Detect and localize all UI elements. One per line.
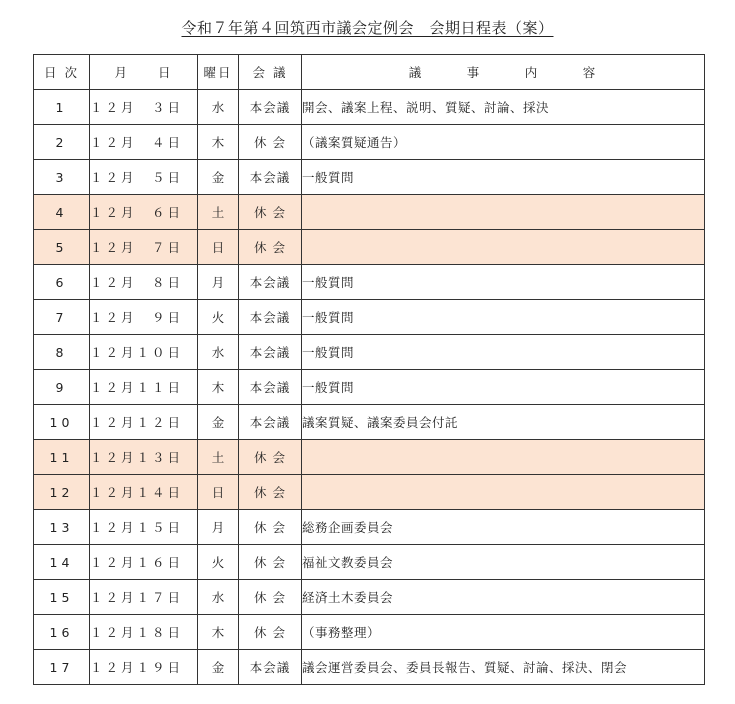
cell-session: 休 会 [239, 510, 302, 545]
cell-date: １２月 ６日 [90, 195, 198, 230]
cell-weekday: 金 [198, 405, 239, 440]
cell-session: 本会議 [239, 405, 302, 440]
cell-weekday: 木 [198, 125, 239, 160]
cell-content: （議案質疑通告） [302, 125, 705, 160]
cell-content: 一般質問 [302, 370, 705, 405]
cell-session: 本会議 [239, 335, 302, 370]
table-row [34, 230, 705, 265]
cell-day: 7 [34, 300, 90, 335]
cell-day: 11 [34, 440, 90, 475]
cell-day: 14 [34, 545, 90, 580]
header-row [34, 55, 705, 90]
cell-session: 休 会 [239, 475, 302, 510]
table-row [34, 475, 705, 510]
cell-weekday: 水 [198, 335, 239, 370]
table-row [34, 300, 705, 335]
header-session: 会 議 [239, 55, 302, 90]
cell-day: 15 [34, 580, 90, 615]
cell-day: 10 [34, 405, 90, 440]
cell-date: １２月１４日 [90, 475, 198, 510]
cell-day: 13 [34, 510, 90, 545]
page-title [0, 18, 735, 38]
session-schedule-table [33, 54, 705, 685]
cell-date: １２月１３日 [90, 440, 198, 475]
cell-session: 本会議 [239, 265, 302, 300]
cell-date: １２月１８日 [90, 615, 198, 650]
cell-weekday: 木 [198, 615, 239, 650]
cell-weekday: 木 [198, 370, 239, 405]
cell-date: １２月１５日 [90, 510, 198, 545]
header-day: 日 次 [34, 55, 90, 90]
cell-content [302, 475, 705, 510]
cell-day: 4 [34, 195, 90, 230]
table-row [34, 195, 705, 230]
cell-session: 本会議 [239, 650, 302, 685]
cell-day: 3 [34, 160, 90, 195]
cell-weekday: 土 [198, 440, 239, 475]
cell-weekday: 土 [198, 195, 239, 230]
cell-date: １２月 ８日 [90, 265, 198, 300]
cell-content: 一般質問 [302, 300, 705, 335]
cell-weekday: 月 [198, 510, 239, 545]
cell-date: １２月 ９日 [90, 300, 198, 335]
cell-content [302, 230, 705, 265]
cell-date: １２月１２日 [90, 405, 198, 440]
table-body [34, 90, 705, 685]
cell-session: 休 会 [239, 545, 302, 580]
cell-content [302, 195, 705, 230]
cell-date: １２月１６日 [90, 545, 198, 580]
cell-weekday: 金 [198, 650, 239, 685]
cell-day: 16 [34, 615, 90, 650]
cell-weekday: 水 [198, 90, 239, 125]
cell-session: 休 会 [239, 125, 302, 160]
cell-weekday: 日 [198, 475, 239, 510]
cell-weekday: 水 [198, 580, 239, 615]
cell-content: 議会運営委員会、委員長報告、質疑、討論、採決、閉会 [302, 650, 705, 685]
cell-day: 8 [34, 335, 90, 370]
cell-content: 開会、議案上程、説明、質疑、討論、採決 [302, 90, 705, 125]
cell-session: 本会議 [239, 160, 302, 195]
cell-content: 一般質問 [302, 335, 705, 370]
cell-session: 休 会 [239, 580, 302, 615]
table-row [34, 440, 705, 475]
cell-session: 本会議 [239, 370, 302, 405]
cell-day: 6 [34, 265, 90, 300]
table-row [34, 160, 705, 195]
table-header [34, 55, 705, 90]
table-row [34, 650, 705, 685]
cell-content: （事務整理） [302, 615, 705, 650]
page-title-text: 令和７年第４回筑西市議会定例会 会期日程表（案） [181, 19, 554, 37]
table-row [34, 90, 705, 125]
cell-weekday: 火 [198, 300, 239, 335]
cell-content: 総務企画委員会 [302, 510, 705, 545]
cell-day: 2 [34, 125, 90, 160]
cell-content: 経済土木委員会 [302, 580, 705, 615]
table-row [34, 405, 705, 440]
cell-weekday: 金 [198, 160, 239, 195]
table-row [34, 510, 705, 545]
cell-content: 一般質問 [302, 160, 705, 195]
cell-session: 休 会 [239, 615, 302, 650]
cell-weekday: 火 [198, 545, 239, 580]
cell-weekday: 日 [198, 230, 239, 265]
cell-date: １２月 ７日 [90, 230, 198, 265]
cell-content: 福祉文教委員会 [302, 545, 705, 580]
cell-date: １２月 ４日 [90, 125, 198, 160]
cell-content [302, 440, 705, 475]
cell-date: １２月 ３日 [90, 90, 198, 125]
header-content: 議 事 内 容 [302, 55, 705, 90]
cell-day: 9 [34, 370, 90, 405]
table-row [34, 125, 705, 160]
cell-day: 1 [34, 90, 90, 125]
cell-date: １２月１７日 [90, 580, 198, 615]
cell-session: 休 会 [239, 440, 302, 475]
cell-date: １２月１０日 [90, 335, 198, 370]
cell-session: 本会議 [239, 300, 302, 335]
table-row [34, 335, 705, 370]
table-row [34, 370, 705, 405]
header-weekday: 曜日 [198, 55, 239, 90]
table-row [34, 580, 705, 615]
cell-session: 休 会 [239, 195, 302, 230]
table-row [34, 545, 705, 580]
table-row [34, 265, 705, 300]
cell-session: 休 会 [239, 230, 302, 265]
cell-content: 議案質疑、議案委員会付託 [302, 405, 705, 440]
cell-session: 本会議 [239, 90, 302, 125]
cell-weekday: 月 [198, 265, 239, 300]
cell-date: １２月１９日 [90, 650, 198, 685]
table-row [34, 615, 705, 650]
cell-content: 一般質問 [302, 265, 705, 300]
cell-day: 5 [34, 230, 90, 265]
cell-date: １２月１１日 [90, 370, 198, 405]
cell-date: １２月 ５日 [90, 160, 198, 195]
header-date: 月 日 [90, 55, 198, 90]
cell-day: 12 [34, 475, 90, 510]
cell-day: 17 [34, 650, 90, 685]
